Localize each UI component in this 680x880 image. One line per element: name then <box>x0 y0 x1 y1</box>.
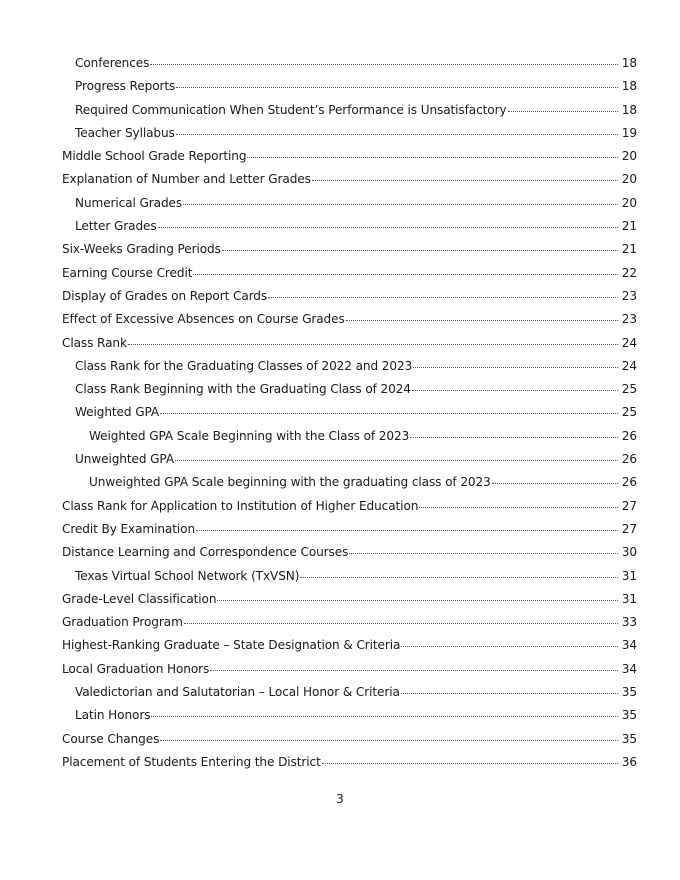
toc-entry-title: Teacher Syllabus <box>75 125 175 140</box>
toc-dot-leader <box>151 716 618 717</box>
toc-entry-page: 20 <box>621 195 637 210</box>
toc-entry-page: 19 <box>621 125 637 140</box>
toc-dot-leader <box>413 367 618 368</box>
toc-entry-page: 31 <box>621 591 637 606</box>
toc-entry-title: Earning Course Credit <box>62 265 193 280</box>
toc-entry-page: 20 <box>621 149 637 164</box>
toc-entry-title: Six-Weeks Grading Periods <box>62 242 221 257</box>
toc-entry[interactable] <box>62 122 637 145</box>
toc-entry[interactable] <box>62 518 637 541</box>
toc-entry-page: 25 <box>621 405 637 420</box>
toc-entry[interactable] <box>62 588 637 611</box>
toc-entry-page: 22 <box>621 265 637 280</box>
toc-dot-leader <box>412 390 618 391</box>
toc-dot-leader <box>419 507 618 508</box>
toc-entry-title: Class Rank for the Graduating Classes of 2022 and 2023 <box>75 358 413 373</box>
table-of-contents <box>62 52 637 774</box>
toc-dot-leader <box>401 693 618 694</box>
toc-entry-page: 23 <box>621 288 637 303</box>
toc-entry-title: Highest-Ranking Graduate – State Designation & Criteria <box>62 638 401 653</box>
toc-dot-leader <box>268 297 618 298</box>
toc-entry-page: 18 <box>621 102 637 117</box>
toc-entry-title: Placement of Students Entering the District <box>62 754 321 769</box>
toc-dot-leader <box>217 600 618 601</box>
toc-dot-leader <box>222 250 618 251</box>
toc-dot-leader <box>247 157 618 158</box>
toc-entry-page: 26 <box>621 475 637 490</box>
toc-dot-leader <box>349 553 618 554</box>
toc-dot-leader <box>410 437 618 438</box>
toc-entry[interactable] <box>62 192 637 215</box>
toc-entry-page: 31 <box>621 568 637 583</box>
toc-entry-title: Conferences <box>75 56 150 70</box>
toc-entry-page: 27 <box>621 498 637 513</box>
toc-dot-leader <box>150 64 618 65</box>
toc-entry-title: Local Graduation Honors <box>62 661 210 676</box>
toc-entry[interactable] <box>62 285 637 308</box>
toc-entry-page: 26 <box>621 428 637 443</box>
toc-entry-title: Unweighted GPA Scale beginning with the graduating class of 2023 <box>89 475 491 490</box>
toc-entry-title: Explanation of Number and Letter Grades <box>62 172 311 187</box>
toc-entry-title: Graduation Program <box>62 615 183 630</box>
toc-entry-title: Class Rank <box>62 335 127 350</box>
toc-dot-leader <box>193 274 618 275</box>
toc-entry-title: Valedictorian and Salutatorian – Local Honor & Criteria <box>75 685 400 700</box>
toc-entry-page: 35 <box>621 731 637 746</box>
toc-entry-page: 21 <box>621 242 637 257</box>
toc-dot-leader <box>508 111 618 112</box>
toc-entry-title: Weighted GPA Scale Beginning with the Class of 2023 <box>89 428 410 443</box>
toc-entry-page: 24 <box>621 335 637 350</box>
toc-entry-title: Texas Virtual School Network (TxVSN) <box>75 568 300 583</box>
toc-dot-leader <box>300 577 618 578</box>
toc-entry[interactable] <box>62 75 637 98</box>
toc-dot-leader <box>210 670 618 671</box>
toc-dot-leader <box>346 320 618 321</box>
toc-entry-page: 18 <box>621 79 637 94</box>
toc-dot-leader <box>160 413 618 414</box>
toc-entry[interactable] <box>62 262 637 285</box>
toc-entry-title: Letter Grades <box>75 219 157 234</box>
toc-entry[interactable] <box>62 332 637 355</box>
toc-dot-leader <box>158 227 618 228</box>
toc-entry[interactable] <box>62 145 637 168</box>
toc-entry[interactable] <box>62 611 637 634</box>
toc-entry-title: Weighted GPA <box>75 405 160 420</box>
toc-entry-page: 27 <box>621 521 637 536</box>
toc-entry[interactable] <box>62 425 637 448</box>
toc-entry[interactable] <box>62 168 637 191</box>
toc-dot-leader <box>183 204 618 205</box>
toc-entry-page: 21 <box>621 219 637 234</box>
toc-entry[interactable] <box>62 378 637 401</box>
toc-entry[interactable] <box>62 215 637 238</box>
toc-entry-title: Required Communication When Student’s Performance is Unsatisfactory <box>75 102 507 117</box>
toc-entry[interactable] <box>62 308 637 331</box>
toc-dot-leader <box>176 134 618 135</box>
toc-entry-page: 34 <box>621 661 637 676</box>
toc-entry[interactable] <box>62 704 637 727</box>
toc-entry-page: 36 <box>621 754 637 769</box>
toc-entry-page: 33 <box>621 615 637 630</box>
toc-entry-title: Distance Learning and Correspondence Courses <box>62 545 349 560</box>
toc-entry[interactable] <box>62 728 637 751</box>
toc-entry-page: 35 <box>621 685 637 700</box>
toc-entry-title: Display of Grades on Report Cards <box>62 288 268 303</box>
toc-entry-page: 24 <box>621 358 637 373</box>
toc-entry-page: 26 <box>621 452 637 467</box>
toc-entry-page: 20 <box>621 172 637 187</box>
toc-entry-title: Numerical Grades <box>75 195 183 210</box>
toc-entry[interactable] <box>62 471 637 494</box>
toc-entry-title: Effect of Excessive Absences on Course Grades <box>62 312 345 327</box>
toc-entry[interactable] <box>62 238 637 261</box>
page-number: 3 <box>336 792 344 806</box>
toc-entry-page: 30 <box>621 545 637 560</box>
toc-entry[interactable] <box>62 448 637 471</box>
toc-entry[interactable] <box>62 495 637 518</box>
toc-dot-leader <box>492 483 618 484</box>
toc-entry[interactable] <box>62 541 637 564</box>
toc-entry-page: 35 <box>621 708 637 723</box>
toc-entry-title: Progress Reports <box>75 79 176 94</box>
toc-entry[interactable] <box>62 565 637 588</box>
toc-entry-title: Course Changes <box>62 731 160 746</box>
toc-entry[interactable] <box>62 658 637 681</box>
toc-entry-title: Latin Honors <box>75 708 151 723</box>
toc-entry-title: Credit By Examination <box>62 521 196 536</box>
toc-entry-page: 25 <box>621 382 637 397</box>
toc-entry[interactable] <box>62 751 637 774</box>
toc-entry[interactable] <box>62 355 637 378</box>
toc-dot-leader <box>160 740 618 741</box>
toc-dot-leader <box>196 530 618 531</box>
toc-dot-leader <box>401 646 618 647</box>
toc-entry-page: 34 <box>621 638 637 653</box>
toc-dot-leader <box>128 344 618 345</box>
toc-entry-title: Class Rank for Application to Institution of Higher Education <box>62 498 419 513</box>
toc-entry[interactable] <box>62 681 637 704</box>
toc-entry-title: Grade-Level Classification <box>62 591 217 606</box>
toc-entry-title: Middle School Grade Reporting <box>62 149 247 164</box>
toc-dot-leader <box>312 180 618 181</box>
toc-entry[interactable] <box>62 99 637 122</box>
toc-entry[interactable] <box>62 401 637 424</box>
toc-entry-title: Class Rank Beginning with the Graduating Class of 2024 <box>75 382 411 397</box>
toc-entry-title: Unweighted GPA <box>75 452 175 467</box>
toc-entry-page: 23 <box>621 312 637 327</box>
toc-entry-page: 18 <box>621 56 637 70</box>
toc-dot-leader <box>322 763 618 764</box>
toc-entry[interactable] <box>62 634 637 657</box>
toc-dot-leader <box>175 460 618 461</box>
toc-dot-leader <box>184 623 618 624</box>
toc-entry[interactable] <box>62 52 637 75</box>
toc-dot-leader <box>176 87 618 88</box>
